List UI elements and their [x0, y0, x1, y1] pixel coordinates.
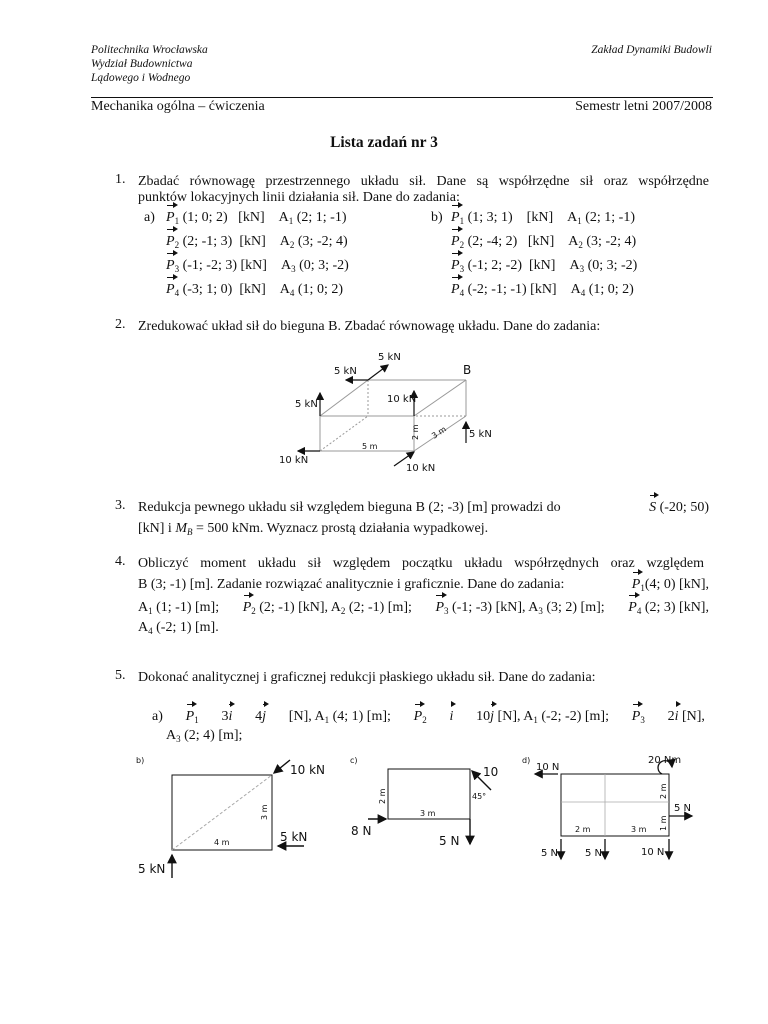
task-4-line-4: $A_4$ (-2; 1) [m].: [138, 620, 219, 636]
point-index: 3: [291, 264, 296, 274]
dimension-label: 3 m: [420, 809, 436, 818]
force-symbol: P: [166, 231, 175, 252]
force-label: 10 kN: [290, 763, 326, 777]
force-label: 5 kN: [469, 429, 492, 440]
task-2-number: 2.: [115, 317, 126, 332]
task-3-s-value: [649, 497, 709, 518]
force-label: 10 kN: [406, 463, 436, 474]
point-value: (3; -2; 4): [586, 234, 637, 249]
point-index: 2: [578, 240, 583, 250]
task-3-number: 3.: [115, 498, 126, 513]
force-label: 10 N: [536, 762, 560, 773]
task-4-text: (2; 3) [kN],: [644, 600, 709, 615]
point-index: 4: [580, 288, 586, 298]
force-row: [451, 231, 637, 255]
task-5b-figure: [134, 752, 329, 880]
task-4-text: (-1; -3) [kN], A: [452, 600, 539, 615]
course-name: Mechanika ogólna – ćwiczenia: [91, 99, 265, 114]
force-row: [166, 207, 349, 231]
force-symbol: P: [451, 279, 460, 300]
force-value: (1; 0; 2) [kN]: [182, 210, 265, 225]
task-1b-data: [451, 207, 637, 303]
force-arrow: [274, 760, 290, 773]
dimension-label: 2 m: [378, 788, 387, 804]
task-2-text: Zredukować układ sił do bieguna B. Zbadać równowagę układu. Dane do zadania:: [138, 319, 601, 334]
force-symbol: P: [451, 255, 460, 276]
task-5-text: A: [166, 728, 177, 743]
dimension-label: 4 m: [214, 838, 230, 847]
task-2-figure: [276, 348, 506, 476]
force-label: 5 kN: [280, 830, 308, 844]
force-value: (-1; -2; 3) [kN]: [182, 258, 267, 273]
point-symbol: A: [280, 258, 292, 273]
force-row: [166, 231, 349, 255]
point-index: 2: [289, 240, 295, 250]
dimension-label: 3 m: [260, 804, 269, 820]
point-value: (3; -2; 4): [297, 234, 348, 249]
task-4-text: A: [138, 620, 149, 635]
point-value: (2; 1; -1): [296, 210, 347, 225]
task-3-text: [kN] i: [138, 521, 172, 536]
task-4-number: 4.: [115, 554, 126, 569]
task-1b-label: b): [431, 210, 443, 225]
task-4-text: (2; -1) [kN], A: [259, 600, 341, 615]
task-4-text: (1; -1) [m];: [156, 600, 220, 615]
force-value: (-2; -1; -1) [kN]: [467, 282, 557, 297]
point-value: (0; 3; -2): [299, 258, 349, 273]
point-index: 1: [577, 216, 582, 226]
task-4-text: (4; 0) [kN],: [644, 577, 709, 592]
force-label: 5 N: [585, 848, 603, 859]
task-1-line-1: Zbadać równowagę przestrzennego układu sił. Dane są współrzędne sił oraz współrzędne: [138, 174, 709, 189]
department-name: Zakład Dynamiki Budowli: [591, 44, 712, 56]
force-label: 5 N: [674, 803, 692, 814]
task-1a-label: a): [144, 210, 155, 225]
task-5a-line-1: a) $P_1$ 3i 4j [N], $A_1$ (4; 1) [m]; $P_2$ i 10j [N], $A_1$ (-2; -2) [m]; $P_3$ 2i [N],: [152, 706, 705, 731]
force-index: 4: [459, 288, 465, 298]
task-4-text: (-2; 1) [m].: [156, 620, 219, 635]
task-5-text: 10: [476, 709, 491, 724]
task-1-line-2: punktów lokacyjnych linii działania sił. Dane do zadania:: [138, 190, 460, 205]
force-label: 10 kN: [279, 455, 309, 466]
task-3-line-2: [138, 518, 488, 543]
pole-label: B: [463, 363, 472, 377]
point-symbol: A: [568, 234, 579, 249]
task-4-text: A: [138, 600, 149, 615]
force-symbol: P: [166, 279, 175, 300]
force-label: 10 N: [641, 847, 665, 858]
dimension-label: 3 m: [430, 424, 448, 441]
force-label: 5 kN: [334, 366, 357, 377]
force-value: (-3; 1; 0) [kN]: [182, 282, 266, 297]
figure-label: d): [522, 756, 531, 765]
point-symbol: A: [279, 282, 290, 297]
header-line-2: Wydział Budownictwa: [91, 58, 193, 70]
force-label: 5 N: [439, 834, 460, 848]
point-symbol: A: [567, 210, 578, 225]
task-4-line-3: $A_1$ (1; -1) [m]; $P_2$ (2; -1) [kN], $A_2$ (2; -1) [m]; $P_3$ (-1; -3) [kN], $A_3$ (3; 2) [m]; $P_4$ (2; 3) [kN],: [138, 597, 709, 622]
task-5a-label: a): [152, 709, 163, 724]
box-edges: [320, 380, 466, 451]
force-index: 3: [459, 264, 465, 274]
dimension-label: 2 m: [659, 783, 668, 799]
task-5-text: 4: [255, 709, 263, 724]
force-row: [451, 279, 637, 303]
header-line-1: Politechnika Wrocławska: [91, 44, 208, 56]
moment-subscript: B: [187, 527, 193, 537]
point-symbol: A: [279, 234, 290, 249]
task-1-number: 1.: [115, 172, 126, 187]
moment-label: 20 Nm: [648, 755, 682, 766]
dimension-label: 2 m: [411, 424, 420, 440]
point-value: (0; 3; -2): [587, 258, 638, 273]
task-5d-figure: [520, 752, 700, 862]
task-5-number: 5.: [115, 668, 126, 683]
dimension-label: 5 m: [362, 442, 378, 451]
point-symbol: A: [569, 258, 580, 273]
force-symbol: P: [166, 207, 175, 228]
force-label: 5 kN: [138, 862, 166, 876]
force-index: 2: [174, 240, 180, 250]
header-divider: [91, 97, 713, 98]
force-row: [451, 255, 637, 279]
force-label: 5 N: [541, 848, 559, 859]
task-5-text: [N], A: [497, 709, 534, 724]
point-index: 4: [289, 288, 295, 298]
force-index: 4: [174, 288, 180, 298]
force-row: [451, 207, 637, 231]
task-3-line-1: [138, 497, 709, 518]
force-label: 5 kN: [378, 352, 401, 363]
semester: Semestr letni 2007/2008: [575, 99, 712, 114]
force-row: [166, 279, 349, 303]
force-label: 10 kN: [387, 394, 417, 405]
force-symbol: P: [451, 231, 460, 252]
s-vector-symbol: S: [649, 497, 656, 518]
force-row: [166, 255, 349, 279]
point-symbol: A: [570, 282, 581, 297]
force-label: 10: [483, 765, 499, 779]
point-index: 1: [288, 216, 294, 226]
force-index: 3: [174, 264, 180, 274]
task-4-text: B (3; -1) [m]. Zadanie rozwiązać analitycznie i graficznie. Dane do zadania:: [138, 577, 565, 592]
dimension-label: 2 m: [575, 825, 591, 834]
task-1a-data: [166, 207, 349, 303]
force-value: (2; -1; 3) [kN]: [182, 234, 266, 249]
header-line-3: Lądowego i Wodnego: [91, 72, 191, 84]
task-5-text: 3: [221, 709, 229, 724]
task-4-text: (2; -1) [m];: [348, 600, 412, 615]
angle-label: 45°: [472, 792, 487, 801]
point-symbol: A: [278, 210, 289, 225]
task-5-text: 2: [667, 709, 675, 724]
task-5-text: (2; 4) [m];: [184, 728, 243, 743]
task-5c-figure: [346, 752, 506, 852]
task-5-text: Dokonać analitycznej i graficznej redukcji płaskiego układu sił. Dane do zadania:: [138, 670, 596, 685]
force-label: 8 N: [351, 824, 372, 838]
task-5-text: [N], A: [288, 709, 325, 724]
force-index: 1: [459, 216, 465, 226]
figure-label: c): [350, 756, 358, 765]
task-5-text: (-2; -2) [m];: [541, 709, 609, 724]
force-index: 2: [459, 240, 465, 250]
task-5a-line-2: $A_3$ (2; 4) [m];: [166, 728, 243, 744]
point-value: (1; 0; 2): [297, 282, 343, 297]
task-5-text: (4; 1) [m];: [332, 709, 391, 724]
force-symbol: P: [451, 207, 460, 228]
force-symbol: P: [166, 255, 175, 276]
force-index: 1: [174, 216, 180, 226]
s-vector-value: (-20; 50): [659, 500, 709, 515]
task-4-line-1: Obliczyć moment układu sił względem początku układu współrzędnych oraz względem: [138, 556, 704, 571]
figure-label: b): [136, 756, 145, 765]
point-value: (1; 0; 2): [588, 282, 634, 297]
point-value: (2; 1; -1): [585, 210, 635, 225]
point-index: 3: [579, 264, 585, 274]
page-title: Lista zadań nr 3: [330, 134, 438, 151]
force-value: (2; -4; 2) [kN]: [467, 234, 555, 249]
dimension-label: 3 m: [631, 825, 647, 834]
dimension-label: 1 m: [659, 815, 668, 831]
force-value: (-1; 2; -2) [kN]: [467, 258, 556, 273]
force-label: 5 kN: [295, 399, 318, 410]
task-5-text: [N],: [681, 709, 705, 724]
task-4-text: (3; 2) [m];: [546, 600, 605, 615]
university-name: [91, 43, 208, 85]
moment-symbol: M: [175, 521, 187, 536]
task-3-text: = 500 kNm. Wyznacz prostą działania wypadkowej.: [196, 521, 489, 536]
task-3-text: Redukcja pewnego układu sił względem bieguna B (2; -3) [m] prowadzi do: [138, 500, 561, 515]
force-value: (1; 3; 1) [kN]: [467, 210, 554, 225]
task-4-line-2: B (3; -1) [m]. Zadanie rozwiązać analitycznie i graficznie. Dane do zadania: $P_1(4$; 0) [kN],: [138, 574, 709, 599]
